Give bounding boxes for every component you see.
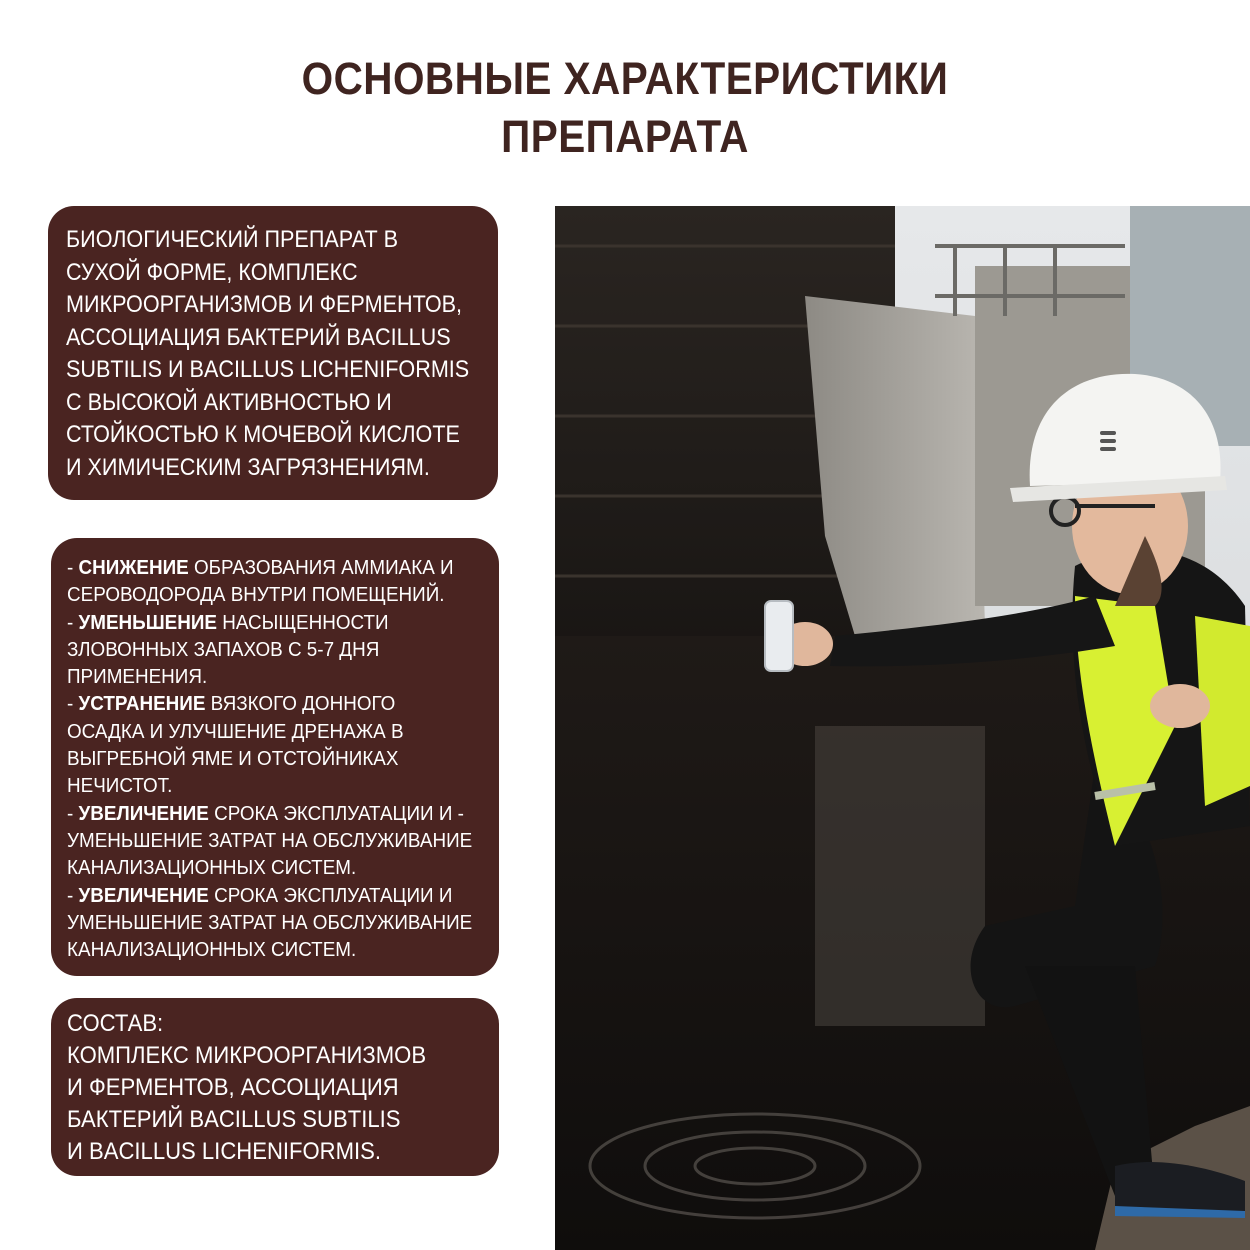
page-title-line-2: ПРЕПАРАТА bbox=[501, 111, 749, 162]
description-line: БИОЛОГИЧЕСКИЙ ПРЕПАРАТ В bbox=[66, 226, 399, 253]
photo-illustration bbox=[555, 206, 1250, 1250]
benefits-card bbox=[51, 538, 499, 976]
composition-line: КОМПЛЕКС МИКРООРГАНИЗМОВ bbox=[67, 1042, 427, 1069]
description-card bbox=[48, 206, 498, 500]
hard-hat-vents bbox=[1100, 431, 1116, 451]
benefit-line: - СНИЖЕНИЕ ОБРАЗОВАНИЯ АММИАКА И bbox=[67, 556, 454, 579]
other-hand bbox=[1150, 684, 1210, 728]
worker-sampling-water-photo bbox=[555, 206, 1250, 1250]
composition-heading: СОСТАВ: bbox=[67, 1010, 164, 1037]
benefit-line: ЗЛОВОННЫХ ЗАПАХОВ С 5-7 ДНЯ bbox=[67, 637, 380, 661]
composition-line: И ФЕРМЕНТОВ, АССОЦИАЦИЯ bbox=[67, 1074, 399, 1101]
description-line: АССОЦИАЦИЯ БАКТЕРИЙ BACILLUS bbox=[66, 323, 451, 351]
description-line: СУХОЙ ФОРМЕ, КОМПЛЕКС bbox=[66, 258, 358, 286]
composition-card bbox=[51, 998, 499, 1176]
description-line: СТОЙКОСТЬЮ К МОЧЕВОЙ КИСЛОТЕ bbox=[66, 421, 460, 448]
benefit-line: - УВЕЛИЧЕНИЕ СРОКА ЭКСПЛУАТАЦИИ И bbox=[67, 883, 453, 907]
benefit-line: - УМЕНЬШЕНИЕ НАСЫЩЕННОСТИ bbox=[67, 610, 389, 634]
benefit-line: НЕЧИСТОТ. bbox=[67, 774, 173, 798]
sample-vial bbox=[765, 601, 793, 671]
benefit-line: ПРИМЕНЕНИЯ. bbox=[67, 665, 208, 689]
description-line: SUBTILIS И BACILLUS LICHENIFORMIS bbox=[66, 356, 470, 383]
page-title bbox=[63, 50, 1188, 166]
benefit-line: - УВЕЛИЧЕНИЕ СРОКА ЭКСПЛУАТАЦИИ И - bbox=[67, 801, 464, 825]
composition-line: БАКТЕРИЙ BACILLUS SUBTILIS bbox=[67, 1106, 401, 1133]
benefit-line: ОСАДКА И УЛУЧШЕНИЕ ДРЕНАЖА В bbox=[67, 719, 404, 743]
composition-line: И BACILLUS LICHENIFORMIS. bbox=[67, 1138, 382, 1165]
page-title-line-1: ОСНОВНЫЕ ХАРАКТЕРИСТИКИ bbox=[301, 53, 949, 104]
description-line: С ВЫСОКОЙ АКТИВНОСТЬЮ И bbox=[66, 388, 392, 416]
benefit-line: СЕРОВОДОРОДА ВНУТРИ ПОМЕЩЕНИЙ. bbox=[67, 583, 445, 607]
benefit-line: КАНАЛИЗАЦИОННЫХ СИСТЕМ. bbox=[67, 856, 357, 880]
pillar-reflection bbox=[815, 726, 985, 1026]
benefit-line: ВЫГРЕБНОЙ ЯМЕ И ОТСТОЙНИКАХ bbox=[67, 747, 399, 771]
benefit-line: УМЕНЬШЕНИЕ ЗАТРАТ НА ОБСЛУЖИВАНИЕ bbox=[67, 910, 473, 934]
benefit-line: - УСТРАНЕНИЕ ВЯЗКОГО ДОННОГО bbox=[67, 692, 396, 716]
description-line: И ХИМИЧЕСКИМ ЗАГРЯЗНЕНИЯМ. bbox=[66, 453, 430, 481]
benefit-line: КАНАЛИЗАЦИОННЫХ СИСТЕМ. bbox=[67, 938, 357, 962]
description-line: МИКРООРГАНИЗМОВ И ФЕРМЕНТОВ, bbox=[66, 291, 463, 318]
benefit-line: УМЕНЬШЕНИЕ ЗАТРАТ НА ОБСЛУЖИВАНИЕ bbox=[67, 828, 473, 852]
